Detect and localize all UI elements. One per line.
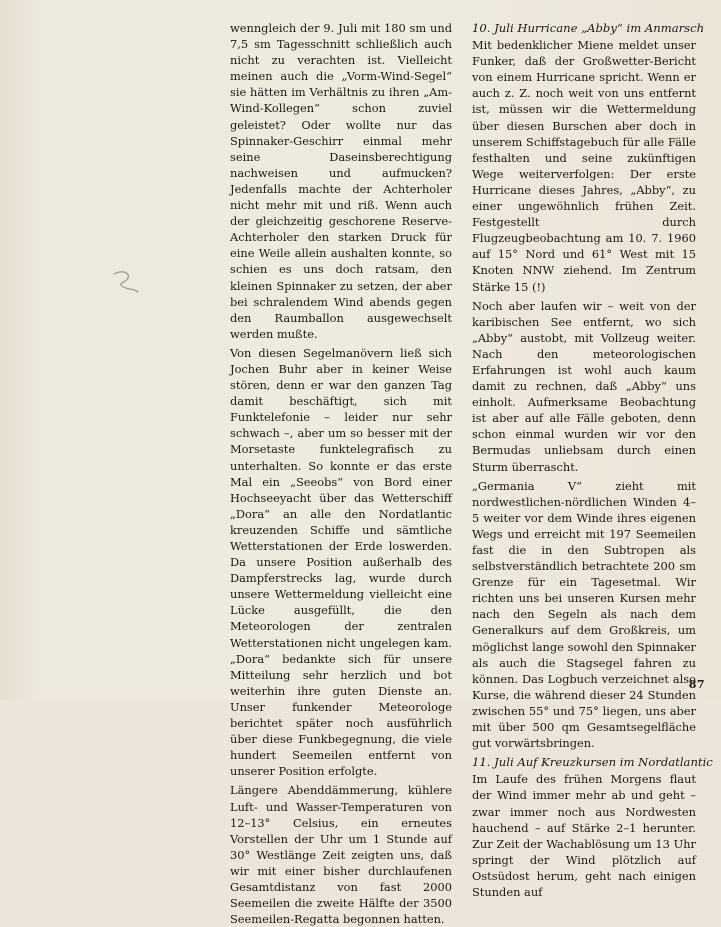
page-number: 87: [688, 678, 705, 691]
pencil-squiggle-icon: [108, 268, 148, 296]
paragraph: Von diesen Segelmanövern ließ sich Jochen Buhr aber in keiner Weise stören, denn er war den ganzen Tag damit beschäftigt, sich mit Funktelefonie – leider nur sehr schwach –, aber um so besser mit der Morsetaste funktelegrafisch zu unterhalten. So konnte er das erste Mal ein „Seeobs“ von Bord einer Hochseeyacht über das Wetterschiff „Dora“ an alle den Nordatlantic kreuzenden Schiffe und sämtliche Wetterstationen der Erde loswerden. Da unsere Position außerhalb des Dampferstrecks lag, wurde durch unsere Wettermeldung vielleicht eine Lücke ausgefüllt, die den Meteorologen der zentralen Wetterstationen nicht ungelegen kam. „Dora“ bedankte sich für unsere Mitteilung sehr herzlich und bot weiterhin ihre guten Dienste an. Unser funkender Meteorologe berichtet später noch ausführlich über diese Funkbegegnung, die viele hundert Seemeilen entfernt von unserer Position erfolgte.: [230, 345, 452, 779]
paragraph: wenngleich der 9. Juli mit 180 sm und 7,5 sm Tagesschnitt schließlich auch nicht zu verachten ist. Vielleicht meinen auch die „Vorm-Wind-Segel“ sie hätten im Verhältnis zu ihren „Am-Wind-Kollegen“ schon zuviel geleistet? Oder wollte nur das Spinnaker-Geschirr einmal mehr seine Daseinsberechtigung nachweisen und aufmucken? Jedenfalls machte der Achterholer nicht mehr mit und riß. Wenn auch der gleichzeitig geschorene Reserve-Achterholer den starken Druck für eine Weile allein aushalten konnte, so schien es uns doch ratsam, den kleinen Spinnaker zu setzen, der aber bei schralendem Wind abends gegen den Raumballon ausgewechselt werden mußte.: [230, 21, 452, 341]
paragraph: Längere Abenddämmerung, kühlere Luft- und Wasser-Temperaturen von 12–13° Celsius, ein erneutes Vorstellen der Uhr um 1 Stunde auf 30° Westlänge Zeit zeigten uns, daß wir mit einer bisher durchlaufenen Gesamtdistanz von fast 2000 Seemeilen die zweite Hälfte der 3500 Seemeilen-Regatta begonnen hatten.: [230, 783, 452, 927]
paragraph: Im Laufe des frühen Morgens flaut der Wind immer mehr ab und geht – zwar immer noch aus Nordwesten hauchend – auf Stärke 2–1 herunter. Zur Zeit der Wachablösung um 13 Uhr springt der Wind plötzlich auf Ostsüdost herum, geht nach einigen Stunden auf: [472, 772, 696, 899]
paragraph: Mit bedenklicher Miene meldet unser Funker, daß der Großwetter-Bericht von einem Hurricane spricht. Wenn er auch z. Z. noch weit von uns entfernt ist, müssen wir die Wettermeldung über diesen Burschen aber doch in unserem Schiffstagebuch für alle Fälle festhalten und seine zukünftigen Wege weiterverfolgen: Der erste Hurricane dieses Jahres, „Abby“, zu einer ungewöhnlich frühen Zeit. Festgestellt durch Flugzeugbeobachtung am 10. 7. 1960 auf 15° Nord und 61° West mit 15 Knoten NNW ziehend. Im Zentrum Stärke 15 (!): [472, 38, 696, 294]
section-heading: 11. Juli Auf Kreuzkursen im Nordatlantic: [472, 755, 713, 770]
paragraph: Noch aber laufen wir – weit von der karibischen See entfernt, wo sich „Abby“ austobt, mit Vollzeug weiter. Nach den meteorologischen Erfahrungen ist wohl auch kaum damit zu rechnen, daß „Abby“ uns einholt. Aufmerksame Beobachtung ist aber auf alle Fälle geboten, denn schon einmal wurden wir vor den Bermudas unliebsam durch einen Sturm überrascht.: [472, 298, 696, 474]
paragraph: „Germania V“ zieht mit nordwestlichen-nördlichen Winden 4–5 weiter vor dem Winde ihres eigenen Wegs und erreicht mit 197 Seemeilen fast die in den Subtropen als selbstverständlich betrachtete 200 sm Grenze für ein Tagesetmal. Wir richten uns bei unseren Kursen mehr nach den Segeln als nach dem Generalkurs auf dem Großkreis, um möglichst lange sowohl den Spinnaker als auch die Stagsegel fahren zu können. Das Logbuch verzeichnet also Kurse, die während dieser 24 Stunden zwischen 55° und 75° liegen, uns aber mit über 500 qm Gesamtsegelfläche gut vorwärtsbringen.: [472, 478, 696, 751]
section-heading: 10. Juli Hurricane „Abby“ im Anmarsch: [472, 21, 705, 35]
left-column: [230, 20, 452, 927]
